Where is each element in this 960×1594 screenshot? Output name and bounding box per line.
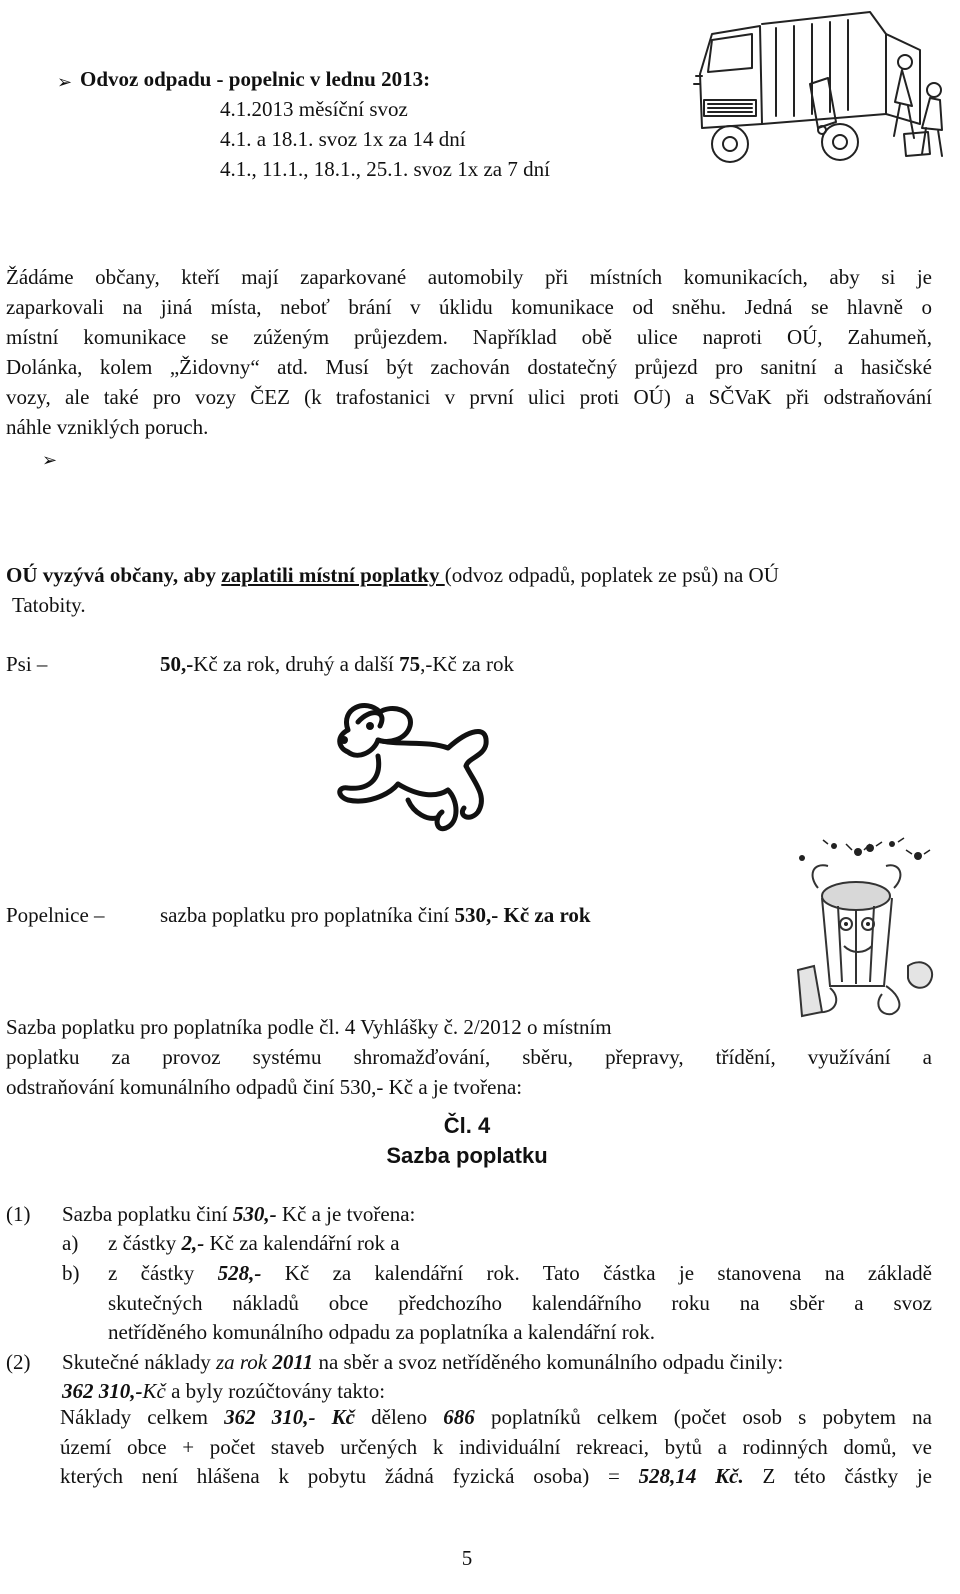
item1-text-c: Kč a je tvořena: <box>276 1202 416 1226</box>
fees-call-bold: OÚ vyzývá občany, aby <box>6 563 222 587</box>
article-number: Čl. 4 <box>443 1113 491 1138</box>
item2-l3-count: 686 <box>443 1405 475 1429</box>
rate-intro-line3: odstraňování komunálního odpadů činí 530,- Kč a je tvořena: <box>6 1075 523 1099</box>
subitem-label: a) <box>62 1231 79 1255</box>
parking-paragraph-line: místní komunikace se zúženým průjezdem. Například obě ulice naproti OÚ, Zahumeň, <box>6 325 932 349</box>
item2-total: 362 310,- <box>62 1379 143 1403</box>
subitem-a-text <box>108 1231 400 1256</box>
fees-call-line <box>6 563 779 588</box>
item2-line4: území obce + počet staveb určených k individuální rekreaci, bytů a rodinných domů, ve <box>60 1435 932 1459</box>
item2-text-l2: a byly rozúčtovány takto: <box>165 1379 386 1403</box>
dogs-fee-text2: ,-Kč za rok <box>420 652 514 676</box>
bins-fee-amount: 530,- Kč za rok <box>454 903 591 927</box>
item-number: (1) <box>6 1202 31 1226</box>
item2-currency: Kč <box>142 1379 166 1403</box>
bullet-icon: ➢ <box>42 450 58 471</box>
item2-l3-total: 362 310,- Kč <box>224 1405 355 1429</box>
item2-l5-text1: kterých není hlášena k pobytu žádná fyzická osoba) = <box>60 1464 639 1488</box>
dogs-fee <box>160 652 514 677</box>
fees-call-rest: (odvoz odpadů, poplatek ze psů) na OÚ <box>444 563 779 587</box>
item2-text1: Skutečné náklady <box>62 1350 216 1374</box>
parking-paragraph-line: Žádáme občany, kteří mají zaparkované automobily při místních komunikacích, aby si je <box>6 265 932 289</box>
item-number: (2) <box>6 1350 31 1374</box>
article-title: Sazba poplatku <box>386 1143 548 1168</box>
subitem-b-line2: skutečných nákladů obce předchozího kalendářního roku na sběr a svoz <box>108 1291 932 1315</box>
subitem-a-amount: 2,- <box>181 1231 205 1255</box>
subitem-a-text1: z částky <box>108 1231 182 1255</box>
subitem-b-line3: netříděného komunálního odpadu za poplatníka a kalendářní rok. <box>108 1320 655 1344</box>
item2-year: 2011 <box>272 1350 314 1374</box>
subitem-b-text1: z částky <box>108 1261 218 1285</box>
garbage-can-illustration <box>788 836 948 1022</box>
garbage-truck-illustration <box>690 4 952 176</box>
item2-l5-text2: Z této částky je <box>743 1464 933 1488</box>
item1-amount: 530,- <box>232 1202 277 1226</box>
bins-fee <box>160 903 591 928</box>
bins-label: Popelnice – <box>6 903 105 927</box>
item2-line3 <box>60 1405 932 1430</box>
fees-call-underlined: zaplatili místní poplatky <box>221 563 445 587</box>
item2-line2 <box>62 1379 385 1404</box>
page-number: 5 <box>461 1546 473 1570</box>
item2-l3-text3: poplatníků celkem (počet osob s pobytem na <box>474 1405 932 1429</box>
item2-line1 <box>62 1350 783 1375</box>
bins-fee-text: sazba poplatku pro poplatníka činí <box>160 903 455 927</box>
item2-l5-result: 528,14 Kč. <box>638 1464 744 1488</box>
dogs-fee-text: Kč za rok, druhý a další <box>193 652 400 676</box>
item2-text4: na sběr a svoz netříděného komunálního odpadu činily: <box>313 1350 784 1374</box>
item2-text2: za rok <box>215 1350 273 1374</box>
item1-text <box>62 1202 415 1227</box>
dogs-label: Psi – <box>6 652 48 676</box>
parking-paragraph-line: náhle vzniklých poruch. <box>6 415 209 439</box>
collection-date-line: 4.1. a 18.1. svoz 1x za 14 dní <box>220 127 466 151</box>
subitem-a-text3: Kč za kalendářní rok a <box>204 1231 400 1255</box>
rate-intro-line2: poplatku za provoz systému shromažďování, sběru, přepravy, třídění, využívání a <box>6 1045 932 1069</box>
item2-line5 <box>60 1464 932 1489</box>
fees-call-line2: Tatobity. <box>12 593 86 617</box>
subitem-b-line1 <box>108 1261 932 1286</box>
item1-text-a: Sazba poplatku činí <box>62 1202 233 1226</box>
item2-l3-text1: Náklady celkem <box>60 1405 225 1429</box>
item2-l3-text2: děleno <box>354 1405 444 1429</box>
collection-date-line: 4.1., 11.1., 18.1., 25.1. svoz 1x za 7 dní <box>220 157 550 181</box>
dogs-fee-first: 50,- <box>160 652 194 676</box>
subitem-b-amount: 528,- <box>217 1261 262 1285</box>
bullet-icon: ➢ <box>57 72 73 93</box>
dog-illustration <box>318 700 500 840</box>
parking-paragraph-line: zaparkovali na jiná místa, neboť brání v úklidu komunikace od sněhu. Jedná se hlavně o <box>6 295 932 319</box>
rate-intro-line1: Sazba poplatku pro poplatníka podle čl. 4 Vyhlášky č. 2/2012 o místním <box>6 1015 612 1039</box>
waste-collection-title: Odvoz odpadu - popelnic v lednu 2013: <box>80 67 431 91</box>
subitem-label: b) <box>62 1261 80 1285</box>
parking-paragraph-line: vozy, ale také pro vozy ČEZ (k trafostanici v první ulici proti OÚ) a SČVaK při odstraňování <box>6 385 932 409</box>
subitem-b-text3: Kč za kalendářní rok. Tato částka je stanovena na základě <box>261 1261 932 1285</box>
dogs-fee-second: 75 <box>399 652 421 676</box>
collection-date-line: 4.1.2013 měsíční svoz <box>220 97 408 121</box>
parking-paragraph-line: Dolánka, kolem „Židovny“ atd. Musí být zachován dostatečný průjezd pro sanitní a hasičské <box>6 355 932 379</box>
